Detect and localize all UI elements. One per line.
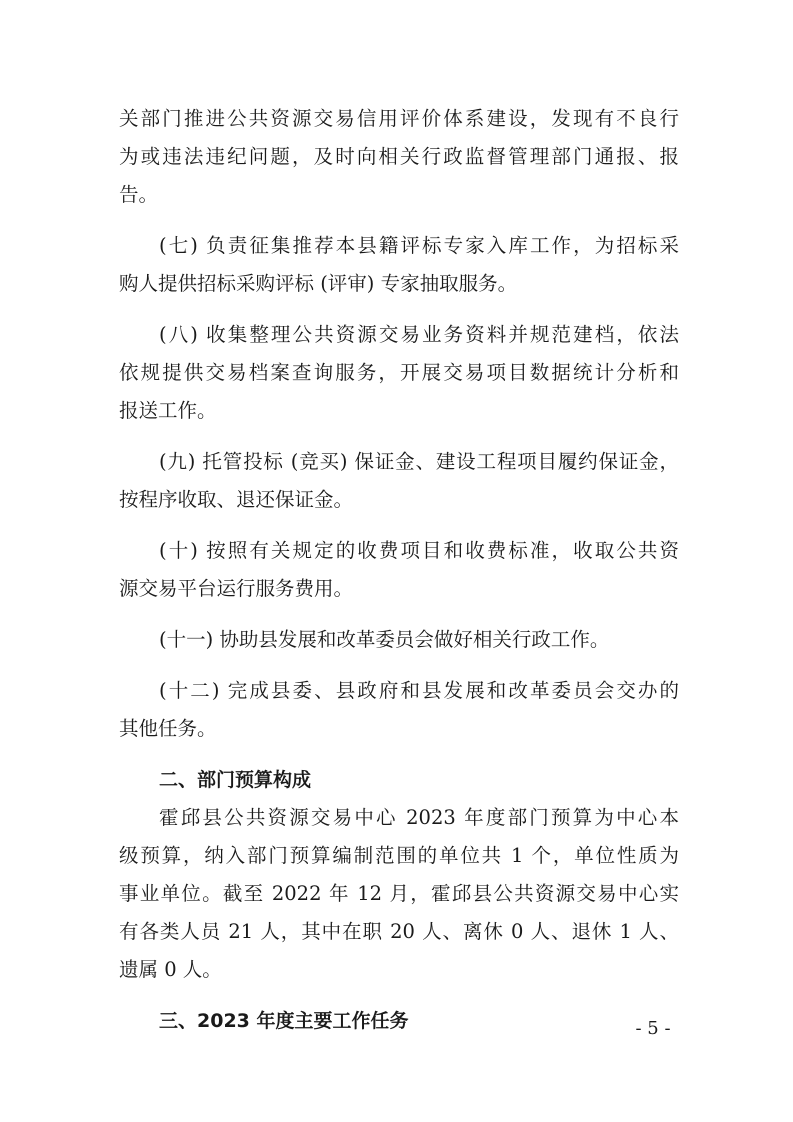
paragraph-item-11 <box>119 621 679 659</box>
text-line: (九) 托管投标 (竞买) 保证金、建设工程项目履约保证金， <box>159 450 679 473</box>
text-line: 事业单位。截至 2022 年 12 月，霍邱县公共资源交易中心实 <box>119 882 679 905</box>
text-line: (十) 按照有关规定的收费项目和收费标准，收取公共资 <box>159 539 679 562</box>
text-line: 告。 <box>119 183 159 206</box>
section-heading: 三、2023 年度主要工作任务 <box>159 1010 409 1032</box>
text-line: 关部门推进公共资源交易信用评价体系建设，发现有不良行 <box>119 107 679 130</box>
paragraph-continuation <box>119 100 679 214</box>
text-line: 有各类人员 21 人，其中在职 20 人、离休 0 人、退休 1 人、 <box>119 920 679 943</box>
page-number: - 5 - <box>635 1018 671 1039</box>
text-line: 级预算，纳入部门预算编制范围的单位共 1 个，单位性质为 <box>119 844 679 867</box>
text-line: 源交易平台运行服务费用。 <box>119 577 354 600</box>
text-line: 购人提供招标采购评标 (评审) 专家抽取服务。 <box>119 272 518 295</box>
paragraph-item-8 <box>119 316 679 430</box>
text-line: (八) 收集整理公共资源交易业务资料并规范建档，依法 <box>159 323 679 346</box>
text-line: (七) 负责征集推荐本县籍评标专家入库工作，为招标采 <box>159 234 679 257</box>
text-line: (十一) 协助县发展和改革委员会做好相关行政工作。 <box>159 628 610 651</box>
paragraph-item-7 <box>119 227 679 303</box>
section-heading: 二、部门预算构成 <box>159 769 312 791</box>
text-line: (十二) 完成县委、县政府和县发展和改革委员会交办的 <box>159 679 679 702</box>
text-line: 报送工作。 <box>119 399 217 422</box>
text-line: 遗属 0 人。 <box>119 958 222 981</box>
document-body <box>119 100 679 1040</box>
paragraph-item-10 <box>119 532 679 608</box>
text-line: 按程序收取、退还保证金。 <box>119 488 354 511</box>
text-line: 为或违法违纪问题，及时向相关行政监督管理部门通报、报 <box>119 145 679 168</box>
paragraph-item-9 <box>119 443 679 519</box>
section-2 <box>119 761 679 989</box>
section-3 <box>119 1002 679 1040</box>
text-line: 其他任务。 <box>119 717 217 740</box>
text-line: 依规提供交易档案查询服务，开展交易项目数据统计分析和 <box>119 361 679 384</box>
paragraph-item-12 <box>119 672 679 748</box>
text-line: 霍邱县公共资源交易中心 2023 年度部门预算为中心本 <box>159 806 679 829</box>
